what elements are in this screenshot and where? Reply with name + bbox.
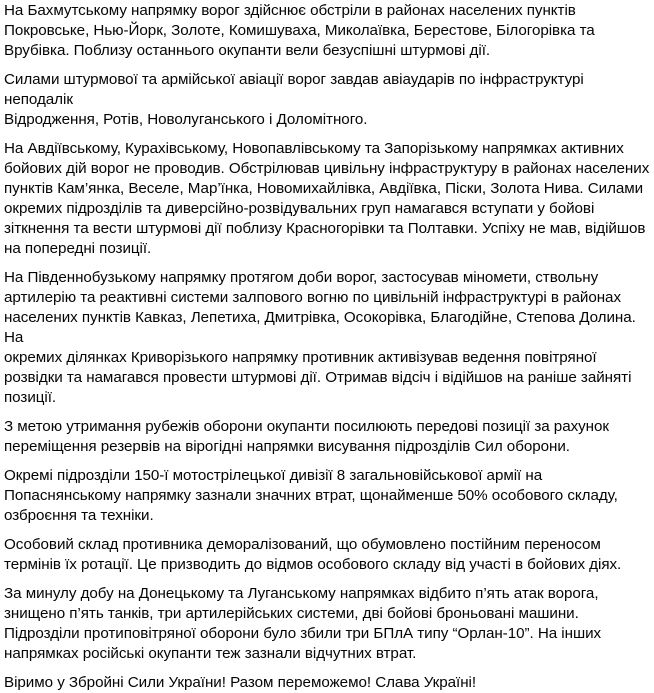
- post-paragraph: На Південнобузькому напрямку протягом доби ворог, застосував міномети, ствольну артилерію та реактивні системи залпового вогню по цивільній інфраструктурі в районах населених пунктів Кавказ, Лепетиха, Дмитрівка, Осокорівка, Благодійне, Степова Долина. На окремих ділянках Криворізького напрямку противник активізував ведення повітряної розвідки та намагався провести штурмові дії. Отримав відсіч і відійшов на раніше зайняті позиції.: [4, 269, 636, 406]
- post-paragraph: На Бахмутському напрямку ворог здійснює обстріли в районах населених пунктів Покровське, Нью-Йорк, Золоте, Комишуваха, Миколаївка, Берестове, Білогорівка та Врубівка. Поблизу останнього окупанти вели безуспішні штурмові дії.: [4, 2, 595, 59]
- post-paragraph: Віримо у Збройні Сили України! Разом переможемо! Слава Україні!: [4, 674, 477, 691]
- post-paragraph: На Авдіївському, Курахівському, Новопавлівському та Запорізькому напрямках активних бойових дій ворог не проводив. Обстрілював цивільну інфраструктуру в районах населених пунктів Кам’янка, Веселе, Мар’їнка, Новомихайлівка, Авдіївка, Піски, Золота Нива. Силами окремих підрозділів та диверсійно-розвідувальних груп намагався вступати у бойові зіткнення та вести штурмові дії поблизу Красногорівки та Полтавки. Успіху не мав, відійшов на попередні позиції.: [4, 140, 650, 257]
- post-paragraph: Силами штурмової та армійської авіації ворог завдав авіаударів по інфраструктурі неподалік Відродження, Ротів, Новолуганського і Доломітного.: [4, 71, 584, 128]
- post-paragraph: З метою утримання рубежів оборони окупанти посилюють передові позиції за рахунок переміщення резервів на вірогідні напрямки висування підрозділів Сил оборони.: [4, 418, 610, 455]
- post-paragraph: Особовий склад противника деморалізований, що обумовлено постійним переносом термінів їх ротації. Це призводить до відмов особового складу від участі в бойових діях.: [4, 536, 622, 573]
- post-paragraph: За минулу добу на Донецькому та Луганському напрямках відбито п’ять атак ворога, знищено п’ять танків, три артилерійських системи, дві бойові броньовані машини. Підрозділи протиповітряної оборони було збили три БПлА типу “Орлан-10”. На інших напрямках російські окупанти теж зазнали відчутних втрат.: [4, 585, 602, 662]
- post-paragraph: Окремі підрозділи 150-ї мотострілецької дивізії 8 загальновійськової армії на Попаснянському напрямку зазнали значних втрат, щонайменше 50% особового складу, озброєння та техніки.: [4, 467, 618, 524]
- post-body: [0, 1, 654, 693]
